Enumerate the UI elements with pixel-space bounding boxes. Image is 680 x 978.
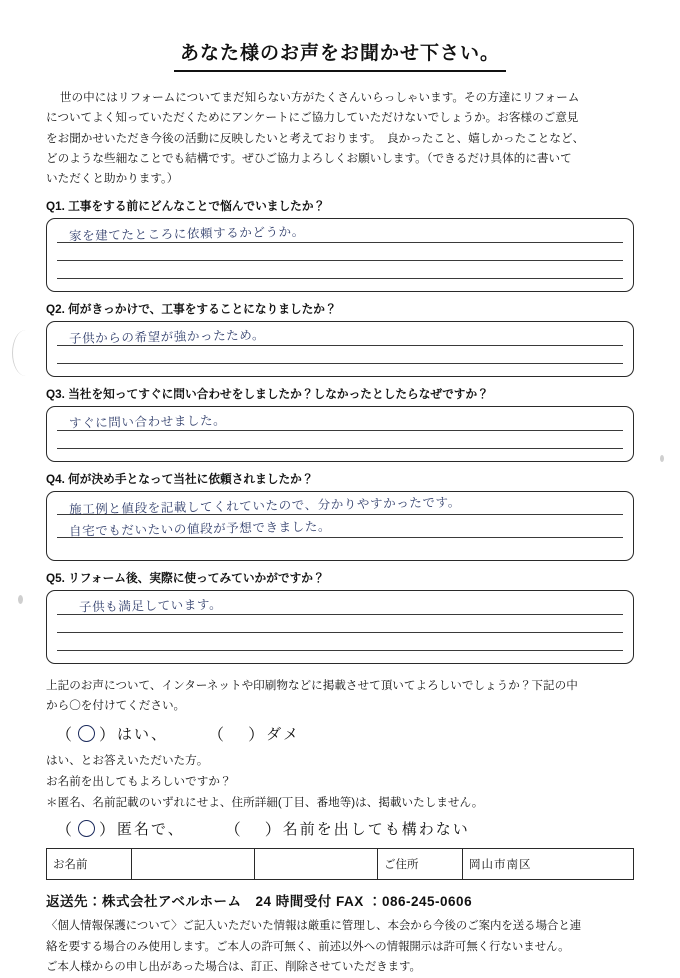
table-row <box>47 849 634 880</box>
followup-note <box>46 751 634 814</box>
consent-text <box>46 676 634 715</box>
question-block-q2 <box>46 301 634 377</box>
consent-line-1: 上記のお声について、インターネットや印刷物などに掲載させて頂いてよろしいでしょうか？下記の中 <box>46 679 578 693</box>
consent-line-2: から〇を付けてください。 <box>46 699 186 713</box>
scan-artifact <box>12 330 39 376</box>
address-value-cell[interactable]: 岡山市南区 <box>463 849 634 880</box>
choice-no-paren-close: ） <box>248 726 267 744</box>
footnote-line-3: ご本人様からの申し出があった場合は、訂正、削除させていただきます。 <box>46 961 421 974</box>
intro-line-2: についてよく知っていただくためにアンケートにご協力していただけないでしょうか。お客様のご意見 <box>46 111 579 125</box>
intro-line-3: をお聞かせいただき今後の活動に反映したいと考えております。 良かったこと、嬉しかったことなど、 <box>46 131 585 145</box>
question-block-q3 <box>46 386 634 462</box>
selected-circle-mark-anonymous[interactable] <box>78 820 95 837</box>
handwritten-answer-q4-line2: 自宅でもだいたいの値段が予想できました。 <box>68 518 332 539</box>
rule-line <box>57 278 623 279</box>
rule-line <box>57 345 623 346</box>
name-value-cell-1[interactable] <box>132 849 255 880</box>
handwritten-answer-q4-line1: 施工例と値段を記載してくれていたので、分かりやすかったです。 <box>68 494 461 518</box>
respondent-info-table <box>46 848 634 880</box>
return-address-line <box>46 890 634 910</box>
title-container <box>0 36 680 72</box>
choice-yes-paren-open: （ <box>56 726 75 744</box>
return-prefix: 返送先： <box>46 894 102 910</box>
question-block-q1 <box>46 198 634 292</box>
choice-named-paren-open: （ <box>224 822 243 840</box>
rule-line <box>57 632 623 633</box>
question-block-q5 <box>46 570 634 664</box>
return-company: 株式会社アベルホーム <box>102 894 242 910</box>
question-label-q2: Q2. 何がきっかけで、工事をすることになりましたか？ <box>46 303 337 317</box>
intro-line-5: いただくと助かります。） <box>46 172 179 186</box>
question-block-q4 <box>46 471 634 561</box>
rule-line <box>57 614 623 615</box>
rule-line <box>57 448 623 449</box>
privacy-note: ＊匿名、名前記載のいずれにせよ、住所詳細(丁目、番地等)は、掲載いたしません。 <box>46 795 484 809</box>
rule-line <box>57 430 623 431</box>
rule-line <box>57 260 623 261</box>
footnote-line-2: 絡を要する場合のみ使用します。ご本人の許可無く、前述以外への情報開示は許可無く行ないません。 <box>46 940 570 953</box>
handwritten-answer-q5-line1: 子供も満足しています。 <box>78 597 223 615</box>
answer-field-q5[interactable] <box>46 590 634 664</box>
choice-anon-paren-close: ） <box>99 822 118 840</box>
choice-label-named[interactable]: 名前を出しても構わない <box>282 821 470 839</box>
name-choice-row <box>56 817 634 840</box>
question-label-q3: Q3. 当社を知ってすぐに問い合わせをしましたか？しなかったとしたらなぜですか？ <box>46 388 489 402</box>
handwritten-answer-q3-line1: すぐに問い合わせました。 <box>68 412 227 431</box>
followup-line-1: はい、とお答えいただいた方。 <box>46 753 209 767</box>
fax-label: 24 時間受付 FAX ： <box>255 894 382 910</box>
question-label-q5: Q5. リフォーム後、実際に使ってみていかがですか？ <box>46 572 325 586</box>
address-label-cell: ご住所 <box>378 849 463 880</box>
rule-line <box>57 363 623 364</box>
intro-line-4: どのような些細なことでも結構です。ぜひご協力よろしくお願いします。（できるだけ具体的に書いて <box>46 151 572 165</box>
intro-line-1: 世の中にはリフォームについてまだ知らない方がたくさんいらっしゃいます。その方達にリフォーム <box>59 91 580 104</box>
handwritten-answer-q2-line1: 子供からの希望が強かったため。 <box>68 327 266 347</box>
answer-field-q4[interactable] <box>46 491 634 561</box>
followup-line-2: お名前を出してもよろしいですか？ <box>46 774 232 788</box>
choice-yes-paren-close: ） <box>99 726 118 744</box>
privacy-footnote <box>46 916 634 978</box>
fax-number: 086-245-0606 <box>382 894 473 910</box>
rule-line <box>57 650 623 651</box>
answer-field-q2[interactable] <box>46 321 634 377</box>
consent-choice-row <box>56 722 634 745</box>
footnote-line-1: 〈個人情報保護について〉ご記入いただいた情報は厳重に管理し、本会から今後のご案内を送る場合と連 <box>46 920 582 933</box>
page-title: あなた様のお声をお聞かせ下さい。 <box>174 36 506 72</box>
selected-circle-mark-yes[interactable] <box>78 725 95 742</box>
choice-named-paren-close: ） <box>264 822 283 840</box>
name-value-cell-2[interactable] <box>255 849 378 880</box>
choice-label-anonymous[interactable]: 匿名で、 <box>117 821 185 839</box>
handwritten-answer-q1-line1: 家を建てたところに依頼するかどうか。 <box>68 224 305 244</box>
question-label-q1: Q1. 工事をする前にどんなことで悩んでいましたか？ <box>46 200 326 214</box>
answer-field-q3[interactable] <box>46 406 634 462</box>
answer-field-q1[interactable] <box>46 218 634 292</box>
choice-label-no[interactable]: ダメ <box>266 725 301 743</box>
choice-no-paren-open: （ <box>208 726 227 744</box>
scan-artifact <box>660 455 664 462</box>
question-label-q4: Q4. 何が決め手となって当社に依頼されましたか？ <box>46 473 314 487</box>
choice-label-yes[interactable]: はい、 <box>117 725 169 743</box>
choice-anon-paren-open: （ <box>56 822 75 840</box>
name-label-cell: お名前 <box>47 849 132 880</box>
intro-paragraph <box>46 88 634 189</box>
scan-artifact <box>18 595 23 604</box>
